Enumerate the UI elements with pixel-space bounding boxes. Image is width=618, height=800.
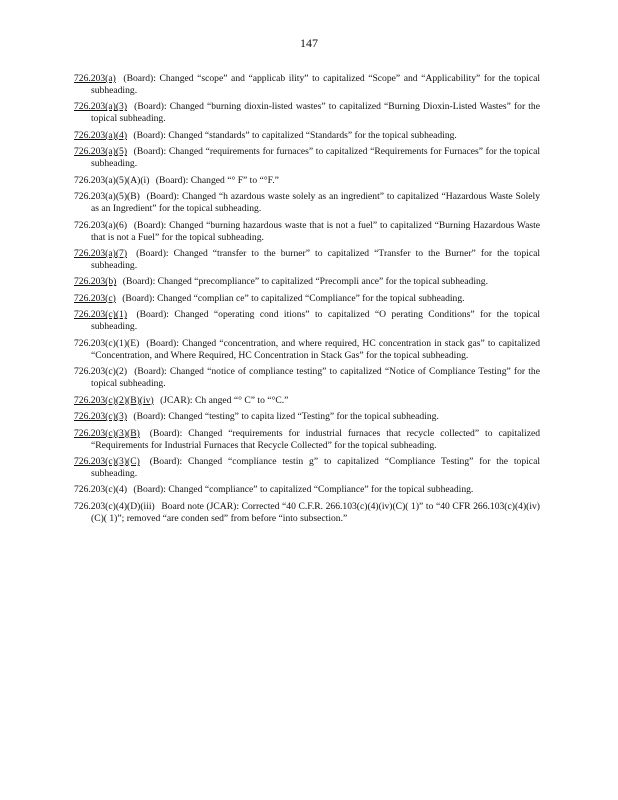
entry-text: (Board): Changed “transfer to the burner” to capitalized “Transfer to the Burner” for the topical subheading. <box>91 248 540 271</box>
entry-text: (Board): Changed “scope” and “applicab ility” to capitalized “Scope” and “Applicability” for the topical subheading. <box>91 73 540 96</box>
entry-text: (Board): Changed “h azardous waste solely as an ingredient” to capitalized “Hazardous Waste Solely as an Ingredient” for the topical subheading. <box>91 191 540 215</box>
page-number: 147 <box>300 36 318 50</box>
section-reference: 726.203(b) <box>74 276 117 288</box>
entry-text: (Board): Changed “° F” to “°F.” <box>155 174 279 186</box>
amendment-entry <box>74 338 540 362</box>
entry-text: (Board): Changed “operating cond itions” to capitalized “O perating Conditions” for the topical subheading. <box>91 309 540 333</box>
amendment-entry <box>74 293 540 305</box>
section-reference: 726.203(a)(4) <box>74 129 128 141</box>
amendment-entry <box>74 411 540 423</box>
section-reference: 726.203(a)(5) <box>74 146 128 158</box>
amendment-entry <box>74 276 540 288</box>
section-reference: 726.203(c)(3)(B) <box>74 427 140 439</box>
section-reference: 726.203(a)(6) <box>74 219 128 231</box>
section-reference: 726.203(c)(3)(C) <box>74 456 140 468</box>
section-reference: 726.203(c) <box>74 292 116 304</box>
amendment-entry <box>74 146 540 170</box>
amendment-entry <box>74 73 540 97</box>
entry-text: (Board): Changed “requirements for industrial furnaces that recycle collected” to capitalized “Requirements for Industrial Furnaces that Recycle Collected” for the topical subheading. <box>91 427 541 451</box>
amendment-entry <box>74 130 540 142</box>
entry-text: (Board): Changed “standards” to capitalized “Standards” for the topical subheading. <box>133 129 457 141</box>
amendment-entry <box>74 220 540 244</box>
amendment-entry <box>74 366 540 390</box>
amendment-entry <box>74 248 540 272</box>
entry-text: (Board): Changed “concentration, and where required, HC concentration in stack gas” to capitalized “Concentration, and Where Required, HC Concentration in Stack Gas” for the topical subheading. <box>91 337 540 361</box>
section-reference: 726.203(c)(4) <box>74 484 128 496</box>
section-reference: 726.203(a) <box>74 73 116 84</box>
amendment-entry <box>74 395 540 407</box>
entry-list <box>74 73 540 529</box>
section-reference: 726.203(c)(2)(B)(iv) <box>74 394 154 406</box>
entry-text: (Board): Changed “compliance” to capitalized “Compliance” for the topical subheading. <box>133 484 474 496</box>
amendment-entry <box>74 484 540 496</box>
section-reference: 726.203(c)(3) <box>74 411 128 423</box>
entry-text: (Board): Changed “burning hazardous waste that is not a fuel” to capitalized “Burning Hazardous Waste that is not a Fuel” for the topical subheading. <box>91 219 540 243</box>
entry-text: (JCAR): Ch anged “° C” to “°C.” <box>160 394 289 406</box>
entry-text: (Board): Changed “complian ce” to capitalized “Compliance” for the topical subheading. <box>122 292 465 304</box>
entry-text: Board note (JCAR): Corrected “40 C.F.R. 266.103(c)(4)(iv)(C)( 1)” to “40 CFR 266.103(c)(4)(iv)(C)( 1)”; removed “are conden sed” from before “into subsection.” <box>91 500 540 524</box>
amendment-entry <box>74 101 540 125</box>
section-reference: 726.203(c)(1) <box>74 309 128 321</box>
amendment-entry <box>74 501 540 525</box>
section-reference: 726.203(c)(2) <box>74 366 128 378</box>
entry-text: (Board): Changed “burning dioxin-listed wastes” to capitalized “Burning Dioxin-Listed Wastes” for the topical subheading. <box>91 101 540 125</box>
amendment-entry <box>74 309 540 333</box>
section-reference: 726.203(a)(3) <box>74 101 128 113</box>
amendment-entry <box>74 175 540 187</box>
amendment-entry <box>74 428 540 452</box>
entry-text: (Board): Changed “requirements for furnaces” to capitalized “Requirements for Furnaces” for the topical subheading. <box>91 146 540 170</box>
entry-text: (Board): Changed “testing” to capita lized “Testing” for the topical subheading. <box>133 411 439 423</box>
section-reference: 726.203(a)(5)(B) <box>74 191 140 203</box>
amendment-entry <box>74 191 540 215</box>
section-reference: 726.203(c)(4)(D)(iii) <box>74 500 155 512</box>
entry-text: (Board): Changed “notice of compliance testing” to capitalized “Notice of Compliance Testing” for the topical subheading. <box>91 366 540 390</box>
section-reference: 726.203(a)(5)(A)(i) <box>74 174 150 186</box>
entry-text: (Board): Changed “precompliance” to capitalized “Precompli ance” for the topical subheading. <box>122 276 488 288</box>
amendment-entry <box>74 456 540 480</box>
section-reference: 726.203(a)(7) <box>74 248 128 260</box>
section-reference: 726.203(c)(1)(E) <box>74 337 140 349</box>
entry-text: (Board): Changed “compliance testin g” to capitalized “Compliance Testing” for the topical subheading. <box>91 456 540 479</box>
